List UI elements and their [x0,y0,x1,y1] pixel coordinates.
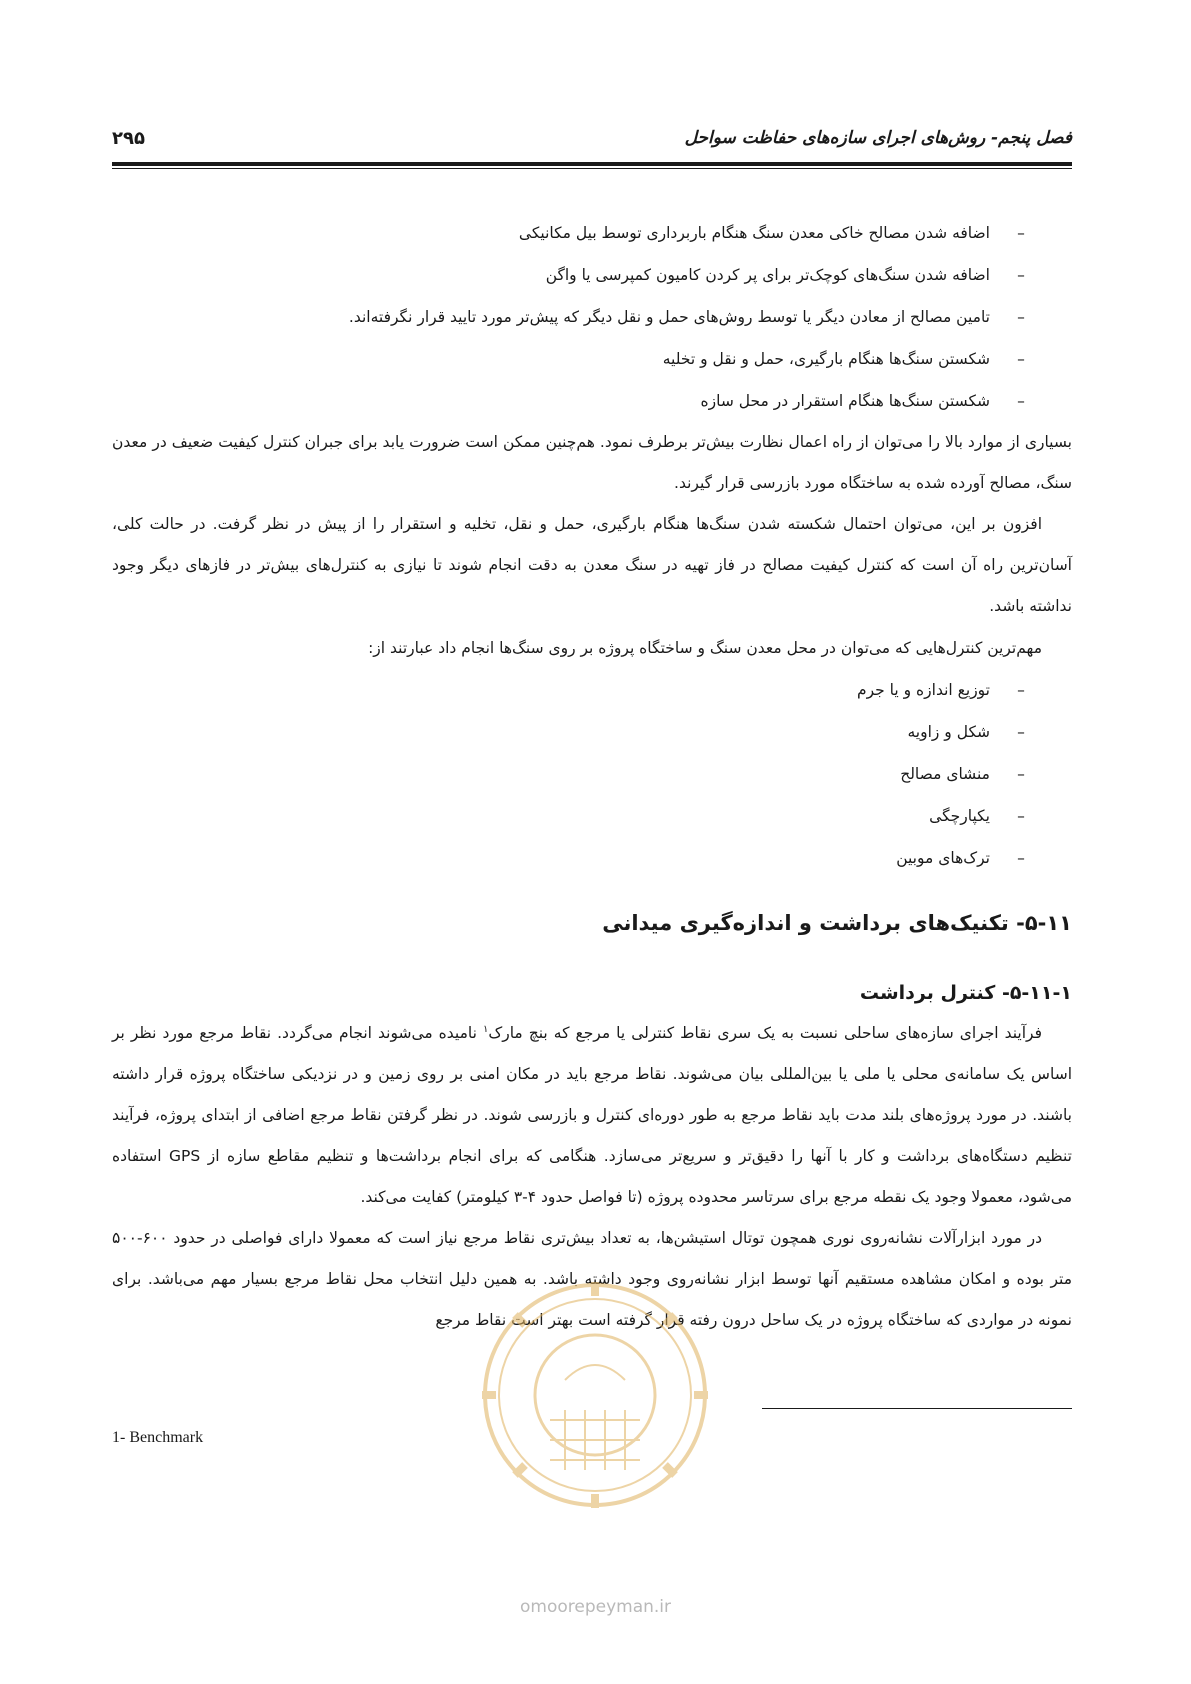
seal-logo-icon [470,1270,720,1520]
dash-icon: – [1017,807,1025,825]
list-intro: مهم‌ترین کنترل‌هایی که می‌توان در محل معدن سنگ و ساختگاه پروژه بر روی سنگ‌ها انجام داد عبارتند از: [368,639,1042,657]
bullet-list [112,212,1072,422]
list-item-text: منشای مصالح [900,765,990,783]
dash-icon: – [1017,266,1025,284]
list-item-text: توزیع اندازه و یا جرم [857,681,990,699]
footnote: 1- Benchmark [112,1429,204,1446]
footnote-marker: ۱ [482,1023,489,1035]
paragraph: در مورد ابزارآلات نشانه‌روی نوری همچون توتال استیشن‌ها، به تعداد بیش‌تری نقاط مرجع نیاز است که معمولا دارای فواصلی در حدود ۶۰۰-۵۰۰ متر بوده و امکان مشاهده مستقیم آنها توسط ابزار نشانه‌روی وجود داشته باشد. به همین دلیل انتخاب محل نقاط مرجع بسیار مهم می‌باشد. برای نمونه در مواردی که ساختگاه پروژه در یک ساحل درون رفته قرار گرفته است بهتر است نقاط مرجع [112,1229,1072,1329]
subsection-heading: ۵-۱۱-۱- کنترل برداشت [859,982,1072,1004]
list-item-text: تامین مصالح از معادن دیگر یا توسط روش‌های حمل و نقل دیگر که پیش‌تر مورد تایید قرار نگرفته‌اند. [348,308,990,326]
paragraph [112,1013,1072,1218]
list-item-text: شکل و زاویه [907,723,990,741]
dash-icon: – [1017,681,1025,699]
list-item [112,669,1072,711]
page-number: ۲۹۵ [112,128,145,149]
list-item [112,795,1072,837]
list-item [112,753,1072,795]
footnote-rule [762,1408,1072,1409]
dash-icon: – [1017,392,1025,410]
list-item [112,338,1072,380]
list-item-text: شکستن سنگ‌ها هنگام استقرار در محل سازه [700,392,990,410]
section-heading: ۵-۱۱- تکنیک‌های برداشت و اندازه‌گیری میدانی [602,911,1072,935]
dash-icon: – [1017,350,1025,368]
list-item [112,254,1072,296]
dash-icon: – [1017,308,1025,326]
list-item [112,837,1072,879]
list-item [112,380,1072,422]
dash-icon: – [1017,765,1025,783]
list-item-text: ترک‌های موبین [896,849,990,867]
watermark-url: omoorepeyman.ir [519,1597,672,1617]
list-item [112,296,1072,338]
bullet-list [112,669,1072,879]
dash-icon: – [1017,224,1025,242]
dash-icon: – [1017,723,1025,741]
list-item-text: اضافه شدن سنگ‌های کوچک‌تر برای پر کردن کامیون کمپرسی یا واگن [545,266,990,284]
header-rule-thin [112,168,1072,169]
body-text [112,212,1072,1341]
paragraph-text: فرآیند اجرای سازه‌های ساحلی نسبت به یک سری نقاط کنترلی یا مرجع که بنچ مارک [488,1024,1042,1042]
list-item-text: یکپارچگی [929,807,990,825]
dash-icon: – [1017,849,1025,867]
list-item [112,212,1072,254]
paragraph: افزون بر این، می‌توان احتمال شکسته شدن سنگ‌ها هنگام بارگیری، حمل و نقل، تخلیه و استقرار را از پیش در نظر گرفت. در حالت کلی، آسان‌ترین راه آن است که کنترل کیفیت مصالح در فاز تهیه در سنگ معدن به دقت انجام شوند تا نیازی به کنترل‌های بیش‌تر در فازهای دیگر وجود نداشته باشد. [112,515,1072,615]
list-item-text: شکستن سنگ‌ها هنگام بارگیری، حمل و نقل و تخلیه [662,350,990,368]
list-item [112,711,1072,753]
paragraph-text: نامیده می‌شوند انجام می‌گردد. نقاط مرجع مورد نظر بر اساس یک سامانه‌ی محلی یا ملی یا بین‌المللی بیان می‌شوند. نقاط مرجع باید در مکان امنی بر روی زمین و در نزدیکی ساختگاه پروژه قرار داشته باشند. در مورد پروژه‌های بلند مدت باید نقاط مرجع به طور دوره‌ای کنترل و بازرسی شوند. در نظر گرفتن نقاط مرجع اضافی از ابتدای پروژه، فرآیند تنظیم دستگاه‌های برداشت و کار با آنها را دقیق‌تر و سریع‌تر می‌سازد. هنگامی که برای انجام برداشت‌ها و تنظیم مقاطع سازه از GPS استفاده می‌شود، معمولا وجود یک نقطه مرجع برای سرتاسر محدوده پروژه (تا فواصل حدود ۴-۳ کیلومتر) کفایت می‌کند. [112,1024,1072,1206]
chapter-title: فصل پنجم- روش‌های اجرای سازه‌های حفاظت سواحل [684,128,1072,148]
header-rule [112,162,1072,166]
list-item-text: اضافه شدن مصالح خاکی معدن سنگ هنگام باربرداری توسط بیل مکانیکی [518,224,990,242]
paragraph: بسیاری از موارد بالا را می‌توان از راه اعمال نظارت بیش‌تر برطرف نمود. هم‌چنین ممکن است ضرورت یابد برای جبران کنترل کیفیت ضعیف در معدن سنگ، مصالح آورده شده به ساختگاه مورد بازرسی قرار گیرند. [112,433,1072,492]
